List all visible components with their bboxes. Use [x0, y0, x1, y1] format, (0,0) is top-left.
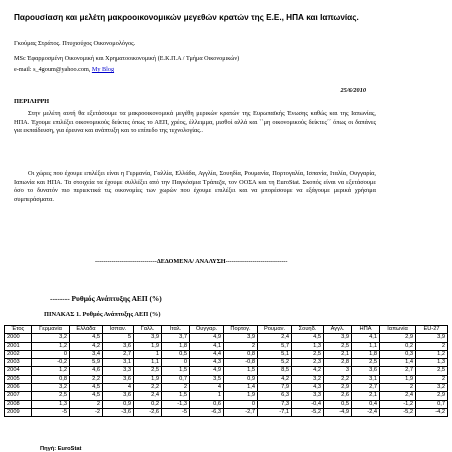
value-cell: 3,3	[292, 392, 324, 400]
section-title-gdp-growth: -------- Ρυθμός Ανάπτυξης ΑΕΠ (%)	[50, 294, 162, 303]
value-cell: -2,4	[352, 408, 380, 416]
year-cell: 2006	[5, 384, 32, 392]
value-cell: 1,9	[134, 342, 162, 350]
value-cell: 1	[134, 350, 162, 358]
value-cell: 0,9	[103, 400, 134, 408]
value-cell: -1,2	[380, 400, 416, 408]
value-cell: 2,5	[352, 359, 380, 367]
value-cell: 7,3	[258, 400, 292, 408]
value-cell: 1,5	[224, 367, 258, 375]
abstract-text-1: Στην μελέτη αυτή θα εξετάσουμε τα μακροοικονομικά μεγέθη μερικών κρατών της Ευρωπαϊκής Ένωσης καθώς και της Ιαπωνίας, ΗΠΑ. Έχουμε επιλέξει οικονομικούς δείκτες όπως το ΑΕΠ, χρέος, έλλειμμα, μισθοί αλλά και ``μη οικονομικούς δείκτες΄΄ όπως οι δαπάνες για εκπαίδευση, για έρευνα και ανάπτυξη και το επίπεδο της τεχνολογίας..	[14, 110, 376, 135]
value-cell: 4,3	[292, 384, 324, 392]
table-caption: ΠΙΝΑΚΑΣ 1. Ρυθμός Ανάπτυξης ΑΕΠ (%)	[44, 311, 161, 318]
value-cell: 1,5	[162, 367, 190, 375]
value-cell: 2,5	[32, 392, 70, 400]
value-cell: -2,7	[224, 408, 258, 416]
value-cell: 0,7	[162, 375, 190, 383]
value-cell: 3,5	[190, 375, 224, 383]
value-cell: 2	[416, 375, 448, 383]
value-cell: 4,1	[190, 342, 224, 350]
value-cell: -4,9	[324, 408, 352, 416]
value-cell: 4,1	[352, 334, 380, 342]
column-header: Ουγγαρ.	[190, 326, 224, 334]
value-cell: 2,7	[380, 367, 416, 375]
value-cell: -2	[70, 408, 103, 416]
document-title: Παρουσίαση και μελέτη μακροοικονομικών μεγεθών κρατών της Ε.Ε., ΗΠΑ και Ιαπωνίας.	[14, 13, 359, 22]
author-line: Γκούμας Στράτος. Πτυχιούχος Οικονομολόγος.	[14, 40, 136, 47]
value-cell: 2,7	[352, 384, 380, 392]
abstract-heading: ΠΕΡΙΛΗΨΗ	[14, 98, 50, 105]
value-cell: 3,2	[416, 384, 448, 392]
value-cell: 0	[32, 350, 70, 358]
value-cell: 2,5	[324, 342, 352, 350]
value-cell: 2,4	[380, 392, 416, 400]
column-header: Έτος	[5, 326, 32, 334]
column-header: Ισπαν.	[103, 326, 134, 334]
value-cell: 3,9	[134, 334, 162, 342]
value-cell: 4,5	[292, 334, 324, 342]
year-cell: 2002	[5, 350, 32, 358]
value-cell: 0,8	[224, 350, 258, 358]
value-cell: 2,5	[292, 350, 324, 358]
value-cell: 4	[190, 384, 224, 392]
value-cell: 2	[162, 384, 190, 392]
table-row	[5, 350, 448, 358]
column-header: Αγγλ.	[324, 326, 352, 334]
table-row	[5, 392, 448, 400]
value-cell: 4,5	[70, 384, 103, 392]
value-cell: 4,2	[258, 375, 292, 383]
value-cell: 2,6	[324, 392, 352, 400]
value-cell: 3,1	[103, 359, 134, 367]
value-cell: 3,4	[70, 350, 103, 358]
value-cell: -5,2	[292, 408, 324, 416]
value-cell: -6,3	[190, 408, 224, 416]
value-cell: 4,6	[70, 367, 103, 375]
degree-line: MSc Έφαρμοσμένη Οικονομική και Χρηματοοικονομική (Ε.Κ.Π.Α / Τμήμα Οικονομικών)	[14, 55, 240, 62]
value-cell: 2,1	[352, 392, 380, 400]
column-header: Πορτογ.	[224, 326, 258, 334]
value-cell: 1,5	[162, 392, 190, 400]
value-cell: 1,2	[32, 367, 70, 375]
document-date: 25/6/2010	[340, 87, 366, 94]
value-cell: 2,5	[416, 367, 448, 375]
value-cell: 0,2	[134, 400, 162, 408]
value-cell: -4,2	[416, 408, 448, 416]
value-cell: 0,5	[324, 400, 352, 408]
value-cell: -2,6	[134, 408, 162, 416]
table-row	[5, 342, 448, 350]
column-header: Ρουμαν.	[258, 326, 292, 334]
value-cell: 8,5	[258, 367, 292, 375]
value-cell: 3,6	[352, 367, 380, 375]
value-cell: 1,8	[162, 342, 190, 350]
value-cell: 3,7	[162, 334, 190, 342]
table-row	[5, 375, 448, 383]
year-cell: 2005	[5, 375, 32, 383]
value-cell: -0,2	[32, 359, 70, 367]
column-header: Γερμανία	[32, 326, 70, 334]
column-header: ΗΠΑ	[352, 326, 380, 334]
value-cell: 2,4	[258, 334, 292, 342]
value-cell: -5,2	[380, 408, 416, 416]
table-row	[5, 400, 448, 408]
value-cell: 0	[224, 400, 258, 408]
value-cell: 3,1	[352, 375, 380, 383]
value-cell: 2	[416, 342, 448, 350]
value-cell: -3,6	[103, 408, 134, 416]
value-cell: 3,9	[324, 334, 352, 342]
value-cell: 2,7	[103, 350, 134, 358]
value-cell: -7,1	[258, 408, 292, 416]
value-cell: 1,3	[32, 400, 70, 408]
value-cell: 4,3	[190, 359, 224, 367]
year-cell: 2003	[5, 359, 32, 367]
value-cell: 0,6	[190, 400, 224, 408]
value-cell: 4,9	[190, 367, 224, 375]
column-header: EU-27	[416, 326, 448, 334]
year-cell: 2000	[5, 334, 32, 342]
value-cell: 1,9	[380, 375, 416, 383]
value-cell: 2,3	[292, 359, 324, 367]
value-cell: 3,6	[103, 342, 134, 350]
value-cell: 0,2	[380, 342, 416, 350]
year-cell: 2001	[5, 342, 32, 350]
value-cell: 1,4	[224, 384, 258, 392]
value-cell: 0,9	[224, 375, 258, 383]
value-cell: 5,1	[258, 350, 292, 358]
value-cell: 4,5	[70, 334, 103, 342]
value-cell: 0,7	[416, 400, 448, 408]
value-cell: 4,2	[292, 367, 324, 375]
value-cell: 1,8	[352, 350, 380, 358]
value-cell: 2,9	[324, 384, 352, 392]
value-cell: 0,5	[162, 350, 190, 358]
value-cell: 4,4	[190, 350, 224, 358]
table-source: Πηγή: EuroStat	[40, 446, 82, 452]
email-text: e-mail: s_4goum@yahoo.com,	[14, 66, 91, 73]
table-row	[5, 359, 448, 367]
value-cell: 4,5	[70, 392, 103, 400]
value-cell: 2	[70, 400, 103, 408]
contact-line	[14, 66, 114, 73]
value-cell: 1,9	[224, 392, 258, 400]
value-cell: 2,9	[380, 334, 416, 342]
value-cell: 3,9	[416, 334, 448, 342]
value-cell: 2,2	[324, 375, 352, 383]
gdp-growth-table	[4, 325, 448, 417]
value-cell: 1,4	[380, 359, 416, 367]
section-divider: ------------------------------ΔΕΔΟΜΕΝΑ/ ΑΝΑΛΥΣΗ------------------------------	[95, 258, 288, 265]
value-cell: 4,9	[190, 334, 224, 342]
value-cell: -0,4	[292, 400, 324, 408]
value-cell: -0,8	[224, 359, 258, 367]
value-cell: 1,2	[416, 350, 448, 358]
column-header: Ιταλ.	[162, 326, 190, 334]
value-cell: 3,6	[103, 375, 134, 383]
value-cell: 2,2	[70, 375, 103, 383]
table-row	[5, 334, 448, 342]
value-cell: 4	[103, 384, 134, 392]
blog-link[interactable]: My Blog	[91, 66, 115, 73]
value-cell: 2,2	[134, 384, 162, 392]
value-cell: 3,6	[103, 392, 134, 400]
value-cell: 0,4	[352, 400, 380, 408]
value-cell: 1,3	[292, 342, 324, 350]
column-header: Σουηδ.	[292, 326, 324, 334]
value-cell: 2	[224, 342, 258, 350]
value-cell: 5,2	[258, 359, 292, 367]
value-cell: 5	[103, 334, 134, 342]
value-cell: 1	[190, 392, 224, 400]
value-cell: 3,9	[224, 334, 258, 342]
value-cell: -5	[32, 408, 70, 416]
year-cell: 2004	[5, 367, 32, 375]
year-cell: 2009	[5, 408, 32, 416]
value-cell: 1,1	[134, 359, 162, 367]
value-cell: 2,1	[324, 350, 352, 358]
value-cell: 2,5	[134, 367, 162, 375]
value-cell: -1,3	[162, 400, 190, 408]
value-cell: 2	[380, 384, 416, 392]
column-header: Ελλάδα	[70, 326, 103, 334]
value-cell: 3	[324, 367, 352, 375]
value-cell: 6,3	[258, 392, 292, 400]
value-cell: 0,8	[32, 375, 70, 383]
year-cell: 2008	[5, 400, 32, 408]
value-cell: 1,9	[134, 375, 162, 383]
value-cell: 3,2	[32, 334, 70, 342]
value-cell: 7,9	[258, 384, 292, 392]
abstract-paragraph-2	[14, 170, 376, 204]
table-row	[5, 408, 448, 416]
column-header: Γαλλ.	[134, 326, 162, 334]
value-cell: 2,9	[416, 392, 448, 400]
value-cell: 3,3	[103, 367, 134, 375]
table-header-row	[5, 326, 448, 334]
value-cell: 5,7	[258, 342, 292, 350]
value-cell: 1,2	[32, 342, 70, 350]
abstract-paragraph-1	[14, 110, 376, 136]
value-cell: -5	[162, 408, 190, 416]
value-cell: 3,2	[292, 375, 324, 383]
value-cell: 3,2	[32, 384, 70, 392]
value-cell: 5,9	[70, 359, 103, 367]
table-row	[5, 367, 448, 375]
value-cell: 1,1	[352, 342, 380, 350]
value-cell: 0,3	[380, 350, 416, 358]
abstract-text-2: Οι χώρες που έχουμε επιλέξει είναι η Γερμανία, Γαλλία, Ελλάδα, Αγγλία, Σουηδία, Ρουμανία, Πορτογαλία, Ισπανία, Ιταλία, Ουγγαρία, Ιαπωνία και ΗΠΑ. Τα στοιχεία τα έχουμε συλλέξει από την Παγκόσμια Τράπεζα, τον ΟΟΣΑ και τη EuroStat. Σκοπός είναι να εξετάσουμε όσο το δυνατόν πιο περιεκτικά τις οικονομίες των χωρών που έχουμε επιλέξει και να μπορέσουμε να εξάγουμε μερικά χρήσιμα συμπεράσματα.	[14, 170, 376, 203]
column-header: Ιαπωνία	[380, 326, 416, 334]
value-cell: 1,3	[416, 359, 448, 367]
value-cell: 2,4	[134, 392, 162, 400]
value-cell: 4,2	[70, 342, 103, 350]
value-cell: 0	[162, 359, 190, 367]
year-cell: 2007	[5, 392, 32, 400]
table-row	[5, 384, 448, 392]
value-cell: 2,8	[324, 359, 352, 367]
